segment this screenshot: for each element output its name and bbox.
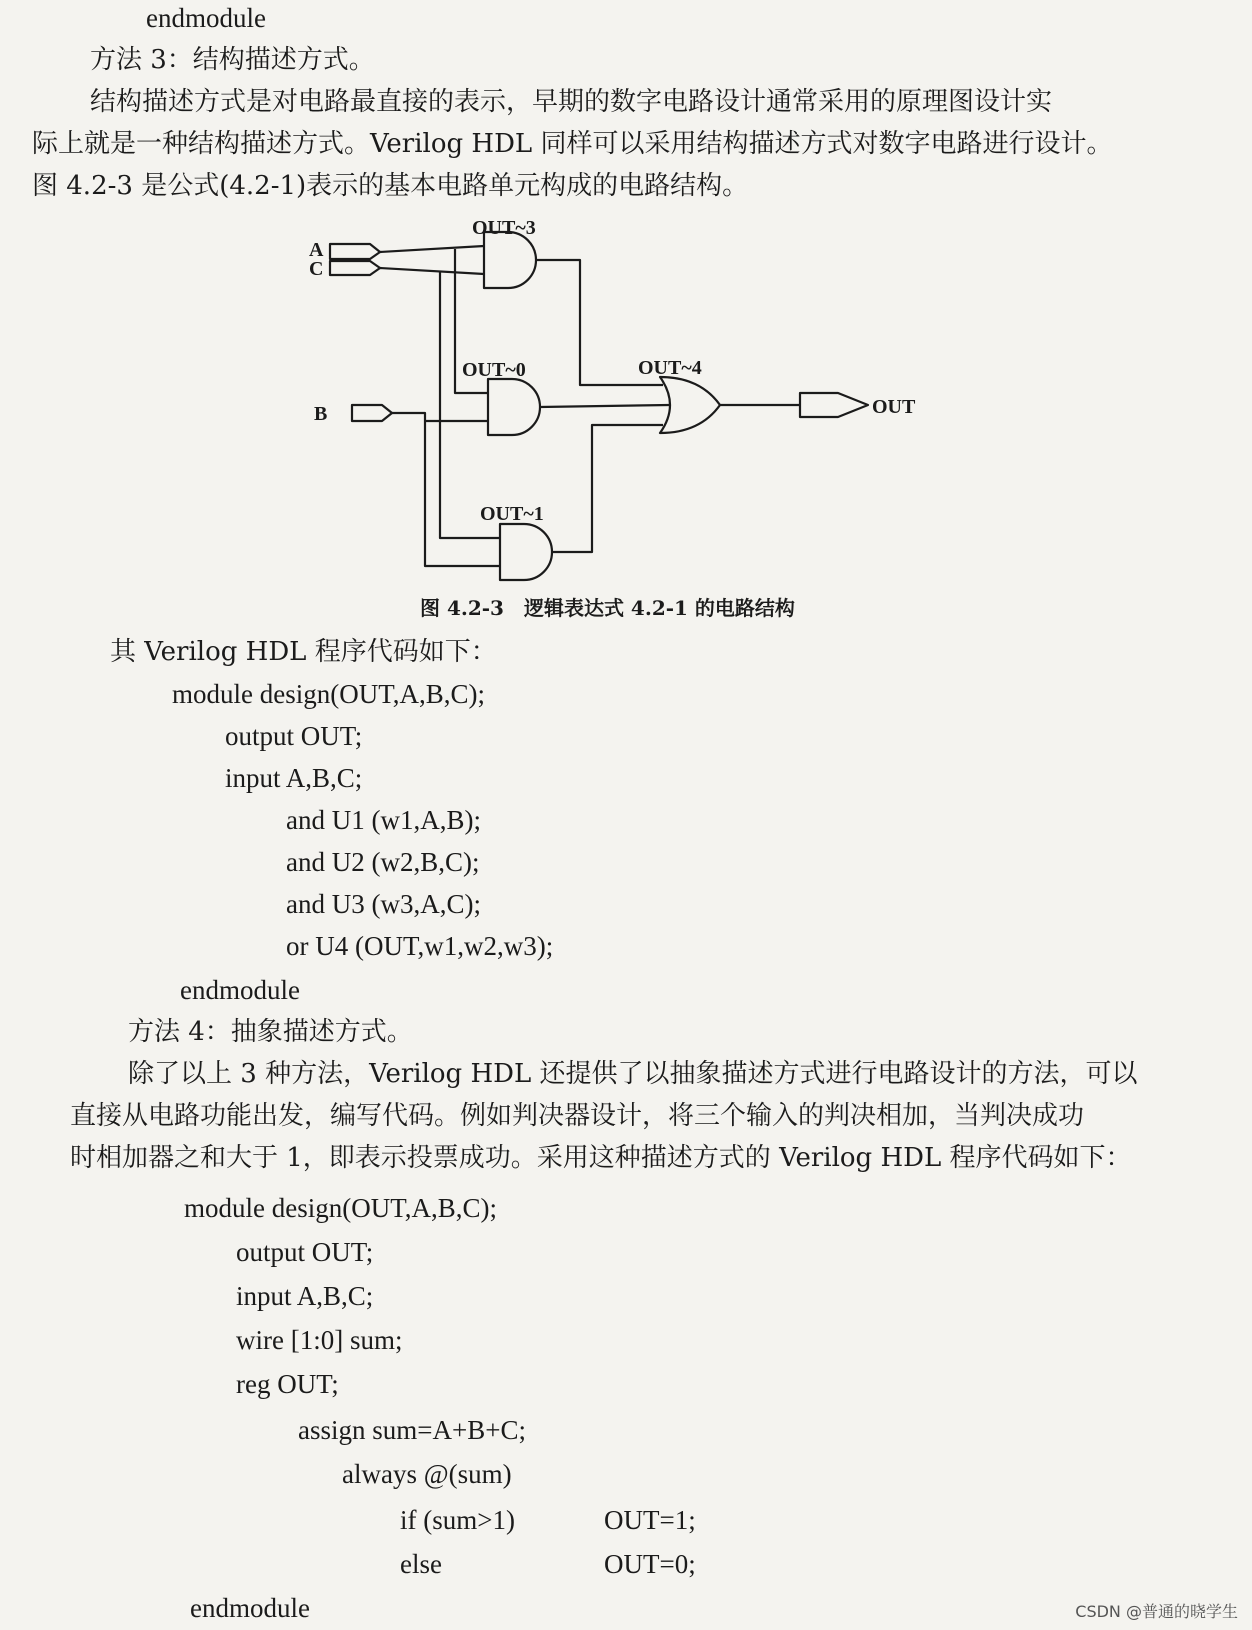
code2-line: OUT=0; [604, 1549, 696, 1579]
method4-para-line-2: 直接从电路功能出发，编写代码。例如判决器设计，将三个输入的判决相加，当判决成功 [70, 1101, 1085, 1131]
input-pin-a [330, 244, 380, 259]
code2-line: OUT=1; [604, 1505, 696, 1535]
output-pin [800, 393, 868, 417]
and-gate-out3 [484, 232, 536, 288]
label-input-b: B [314, 403, 328, 425]
method4-heading: 方法 4：抽象描述方式。 [128, 1017, 413, 1047]
input-pin-c [330, 261, 380, 275]
label-gate-out1: OUT~1 [480, 503, 544, 525]
code1-line: input A,B,C; [225, 763, 363, 793]
label-gate-out3: OUT~3 [472, 217, 536, 239]
label-gate-out4: OUT~4 [638, 357, 702, 379]
code1-line: endmodule [180, 975, 300, 1005]
method3-para-line-2: 际上就是一种结构描述方式。Verilog HDL 同样可以采用结构描述方式对数字电路进行设计。 [32, 129, 1113, 159]
code1-line: or U4 (OUT,w1,w2,w3); [286, 931, 554, 961]
label-input-c: C [309, 258, 324, 280]
code2-line: module design(OUT,A,B,C); [184, 1193, 497, 1223]
code2-line: reg OUT; [236, 1369, 339, 1399]
method4-para-line-1: 除了以上 3 种方法，Verilog HDL 还提供了以抽象描述方式进行电路设计的方法，可以 [128, 1059, 1138, 1089]
code1-line: module design(OUT,A,B,C); [172, 679, 485, 709]
input-pin-b [352, 405, 392, 421]
figure-caption: 图 4.2-3 逻辑表达式 4.2-1 的电路结构 [420, 596, 795, 620]
code1-line: and U3 (w3,A,C); [286, 889, 481, 919]
top-endmodule: endmodule [146, 3, 266, 33]
code2-line: always @(sum) [342, 1459, 512, 1489]
code2-line: assign sum=A+B+C; [298, 1415, 526, 1445]
code2-line: if (sum>1) [400, 1505, 515, 1535]
code2-line: input A,B,C; [236, 1281, 374, 1311]
method3-para-line-3: 图 4.2-3 是公式(4.2-1)表示的基本电路单元构成的电路结构。 [32, 171, 749, 201]
code1-intro: 其 Verilog HDL 程序代码如下： [110, 637, 497, 667]
code1-line: and U2 (w2,B,C); [286, 847, 480, 877]
method4-para-line-3: 时相加器之和大于 1，即表示投票成功。采用这种描述方式的 Verilog HDL 程序代码如下： [70, 1143, 1132, 1173]
and-gate-out1 [500, 524, 552, 580]
method3-para-line-1: 结构描述方式是对电路最直接的表示，早期的数字电路设计通常采用的原理图设计实 [90, 87, 1053, 117]
code1-line: and U1 (w1,A,B); [286, 805, 481, 835]
label-gate-out0: OUT~0 [462, 359, 526, 381]
method3-heading: 方法 3：结构描述方式。 [90, 45, 375, 75]
watermark: CSDN @普通的晓学生 [1075, 1602, 1238, 1621]
code2-line: else [400, 1549, 442, 1579]
and-gate-out0 [488, 379, 540, 435]
code2-line: output OUT; [236, 1237, 374, 1267]
code1-line: output OUT; [225, 721, 363, 751]
code2-line: endmodule [190, 1593, 310, 1623]
code2-line: wire [1:0] sum; [236, 1325, 403, 1355]
label-output: OUT [872, 396, 916, 418]
circuit-diagram [0, 0, 1252, 600]
label-input-a: A [309, 239, 324, 261]
